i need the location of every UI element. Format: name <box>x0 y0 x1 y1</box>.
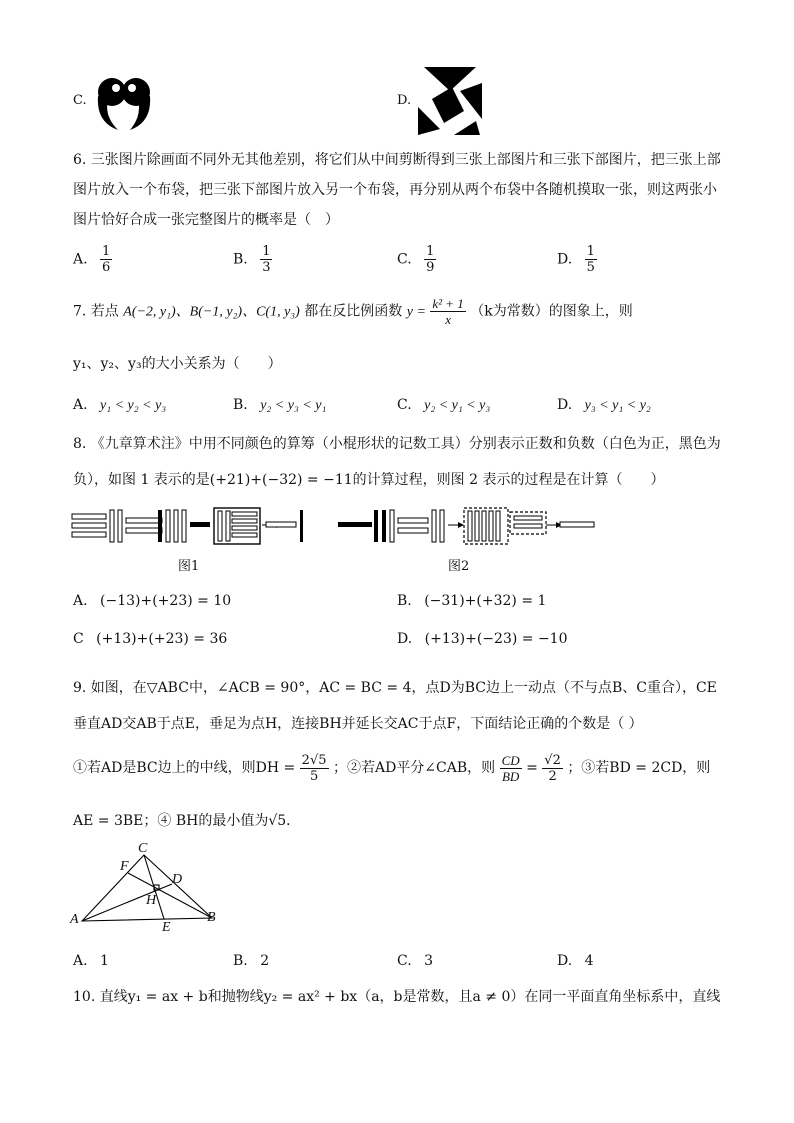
q6-line-1: 6. 三张图片除画面不同外无其他差别，将它们从中间剪断得到三张上部图片和三张下部图片，把三张上部 <box>73 152 721 168</box>
option-text: y₁ < y₂ < y₃ <box>100 398 167 413</box>
rod <box>232 519 257 523</box>
arrow-head <box>458 522 464 528</box>
rod <box>382 510 386 542</box>
q9-option-a[interactable] <box>73 946 109 976</box>
rod <box>266 522 296 527</box>
q6-option-d[interactable] <box>557 244 597 274</box>
rod <box>226 511 230 541</box>
rod <box>126 518 162 523</box>
q9-statement-2-value: $\frac{√2}{2}$ <box>544 752 561 784</box>
option-text: (−13)+(+23) = 10 <box>100 593 232 609</box>
q9-line-2: 垂直AD交AB于点E，垂足为点H，连接BH并延长交AC于点F，下面结论正确的个数是（ ） <box>73 716 643 732</box>
q8-option-b[interactable] <box>397 586 546 616</box>
q8-line-2: 负），如图 1 表示的是(+21)+(−32) = −11的计算过程，则图 2 表示的过程是在计算（ ） <box>73 472 665 488</box>
q9-line-1: 9. 如图，在▽ABC中，∠ACB = 90°，AC = BC = 4，点D为BC边上一动点（不与点B、C重合），CE <box>73 680 717 696</box>
rod <box>110 510 114 542</box>
rod <box>232 533 257 537</box>
option-label: A. <box>73 251 88 268</box>
q7-option-d[interactable] <box>557 390 651 420</box>
option-d-figure-icon <box>418 65 482 137</box>
option-label: A. <box>73 397 88 413</box>
point-label-e: E <box>162 920 171 935</box>
q8-option-d[interactable] <box>397 624 567 654</box>
rod <box>440 510 444 542</box>
q7-points: A(−2, y₁)、B(−1, y₂)、C(1, y₃) <box>123 304 300 320</box>
q6-option-c[interactable] <box>397 244 436 274</box>
rod <box>218 511 222 541</box>
q7-option-c[interactable] <box>397 390 490 420</box>
q9-option-d[interactable] <box>557 946 594 976</box>
q7-func-lhs: y = <box>406 304 426 320</box>
q9-statement-3: ；③若BD = 2CD，则 <box>567 760 711 776</box>
option-label: C. <box>397 953 412 969</box>
option-c-label: C. <box>73 93 87 108</box>
point-label-b: B <box>207 910 216 925</box>
rod <box>432 510 436 542</box>
q9-option-b[interactable] <box>233 946 269 976</box>
question-9-statements <box>73 750 710 786</box>
rod <box>190 522 210 527</box>
rod <box>496 511 500 541</box>
q9-statement-2: ；②若AD平分∠CAB，则 <box>332 760 496 776</box>
rod <box>126 528 162 533</box>
q9-statement-1-fraction: $\frac{2√5}{5}$ <box>301 752 327 784</box>
option-label: D. <box>557 953 573 969</box>
question-10-line-1: 10. 直线y₁ = ax + b和抛物线y₂ = ax² + bx（a，b是常数，且a ≠ 0）在同一平面直角坐标系中，直线 <box>73 989 721 1005</box>
option-fraction: $\frac{1}{9}$ <box>426 244 435 275</box>
option-text: 3 <box>424 953 434 969</box>
option-label: D. <box>397 631 413 647</box>
rod <box>514 524 542 528</box>
option-label: A. <box>73 953 88 969</box>
rod <box>300 510 303 542</box>
point-label-d: D <box>172 872 183 887</box>
rod <box>338 522 372 527</box>
option-text: (+13)+(+23) = 36 <box>96 631 228 647</box>
rod <box>72 514 106 519</box>
q7-option-b[interactable] <box>233 390 326 420</box>
question-8-text <box>73 426 723 498</box>
q9-statement-1: ①若AD是BC边上的中线，则DH = <box>73 760 296 776</box>
option-text: y₃ < y₁ < y₂ <box>584 398 651 413</box>
rod <box>398 528 428 533</box>
figure-2-caption: 图2 <box>448 559 470 574</box>
point-label-c: C <box>138 841 148 856</box>
q7-mid: 都在反比例函数 <box>304 303 403 320</box>
option-label: C. <box>397 251 412 268</box>
figure-2-counting-rods <box>336 508 598 550</box>
q9-option-c[interactable] <box>397 946 433 976</box>
option-text: y₂ < y₁ < y₃ <box>424 398 491 413</box>
option-fraction: $\frac{1}{3}$ <box>262 244 271 275</box>
q6-line-3: 图片恰好合成一张完整图片的概率是（ ） <box>73 212 339 228</box>
question-6-text <box>73 145 723 235</box>
rod <box>398 518 428 523</box>
rod <box>174 510 178 542</box>
q6-line-2: 图片放入一个布袋，把三张下部图片放入另一个布袋，再分别从两个布袋中各随机摸取一张，则这两张小 <box>73 182 717 198</box>
option-text: 2 <box>260 953 270 969</box>
q6-option-b[interactable] <box>233 244 272 274</box>
option-label: C <box>73 631 84 647</box>
q7-prefix: 7. 若点 <box>73 303 119 320</box>
option-label: D. <box>557 251 573 268</box>
rod <box>468 511 472 541</box>
q9-statement-2-equals: = <box>526 760 538 776</box>
option-text: 4 <box>584 953 594 969</box>
rod <box>489 511 493 541</box>
option-fraction: $\frac{1}{5}$ <box>586 244 595 275</box>
rod <box>158 510 162 542</box>
option-label: B. <box>233 953 248 969</box>
q7-func-fraction: $\frac{\text{k² + 1}}{x}$ <box>432 296 464 327</box>
rod <box>232 512 257 516</box>
rod <box>72 523 106 528</box>
question-7-line-2: y₁、y₂、y₃的大小关系为（ ） <box>73 356 282 372</box>
q8-option-a[interactable] <box>73 586 231 616</box>
option-text: (+13)+(−23) = −10 <box>424 631 568 647</box>
rod <box>475 511 479 541</box>
q9-statement-2-fraction: $\frac{CD}{BD}$ <box>501 752 520 784</box>
option-label: B. <box>233 251 248 268</box>
option-label: A. <box>73 593 88 609</box>
option-text: 1 <box>100 953 109 969</box>
rod <box>482 511 486 541</box>
option-d-label: D. <box>397 93 412 108</box>
option-label: B. <box>397 593 412 609</box>
option-label: D. <box>557 397 573 413</box>
point-label-f: F <box>120 859 129 874</box>
rod <box>374 510 378 542</box>
q8-option-c[interactable] <box>73 624 227 654</box>
rod <box>118 510 122 542</box>
option-text: (−31)+(+32) = 1 <box>424 593 547 609</box>
rod <box>166 510 170 542</box>
rod <box>390 510 394 542</box>
q7-suffix: （k为常数）的图象上，则 <box>470 303 633 320</box>
q9-statement-4-line: AE = 3BE；④ BH的最小值为√5． <box>73 813 301 829</box>
point-label-a: A <box>70 912 79 927</box>
figure-1-caption: 图1 <box>178 559 200 574</box>
question-9-text <box>73 670 723 742</box>
figure-1-counting-rods <box>70 508 310 550</box>
option-c-figure-icon <box>94 70 154 132</box>
option-fraction: $\frac{1}{6}$ <box>102 244 111 275</box>
rod <box>182 510 186 542</box>
option-label: C. <box>397 397 412 413</box>
option-label: B. <box>233 397 248 413</box>
question-7-line-1 <box>73 296 633 328</box>
q8-line-1: 8. 《九章算术注》中用不同颜色的算筹（小棍形状的记数工具）分别表示正数和负数（白色为正，黑色为 <box>73 436 721 452</box>
rod <box>560 522 594 527</box>
q7-option-a[interactable] <box>73 390 166 420</box>
point-label-h: H <box>146 893 157 908</box>
q6-option-a[interactable] <box>73 244 112 274</box>
rod <box>72 532 106 537</box>
option-text: y₂ < y₃ < y₁ <box>260 398 327 413</box>
rod <box>232 526 257 530</box>
rod <box>514 516 542 520</box>
